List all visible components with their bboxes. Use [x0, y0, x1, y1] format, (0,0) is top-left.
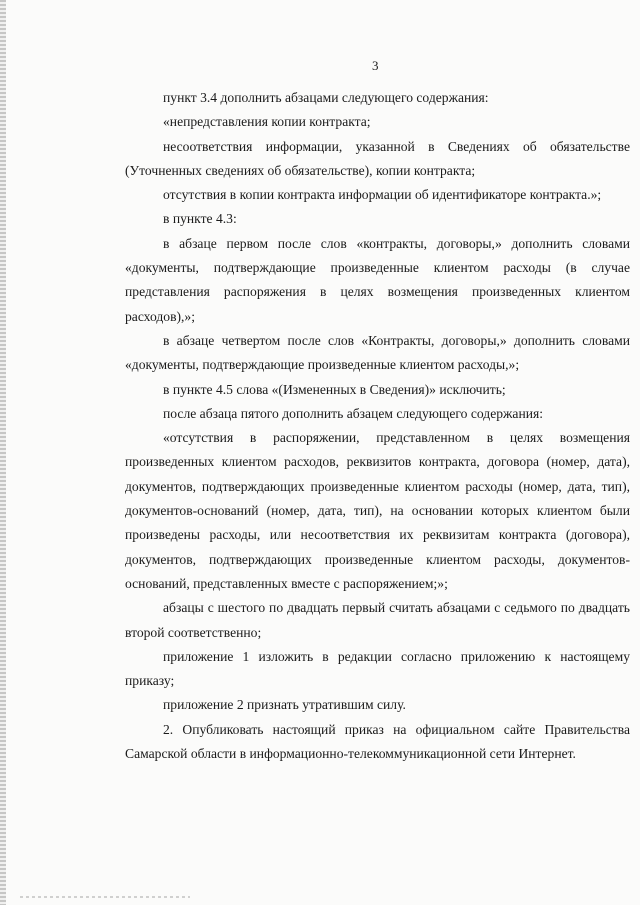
- paragraph-8: в пункте 4.5 слова «(Измененных в Сведения)» исключить;: [163, 381, 506, 397]
- document-body: [125, 86, 630, 766]
- paragraph-14: 2. Опубликовать настоящий приказ на официальном сайте Правительства Самарской области в информационно-телекоммуникационной сети Интернет.: [125, 721, 630, 762]
- paragraph-11: абзацы с шестого по двадцать первый считать абзацами с седьмого по двадцать второй соответственно;: [125, 600, 630, 640]
- paragraph-1: пункт 3.4 дополнить абзацами следующего содержания:: [163, 90, 489, 105]
- paragraph-12: приложение 1 изложить в редакции согласно приложению к настоящему приказу;: [125, 648, 630, 689]
- page-number: 3: [372, 58, 379, 73]
- paragraph-2: «непредставления копии контракта;: [163, 114, 371, 130]
- paragraph-13: приложение 2 признать утратившим силу.: [163, 697, 406, 713]
- paragraph-4: отсутствия в копии контракта информации об идентификаторе контракта.»;: [163, 187, 602, 203]
- paragraph-5: в пункте 4.3:: [163, 211, 237, 227]
- paragraph-10: «отсутствия в распоряжении, представленном в целях возмещения произведенных клиентом расходов, реквизитов контракта, договора (номер, дата), документов, подтверждающих произведенные клиентом расходы (номер, дата, тип), документов-оснований (номер, дата, тип), на основании которых клиентом были произведены расходы, или несоответствия их реквизитам контракта (договора), документов, подтверждающих произведенные клиентом расходы, документов-оснований, представленных вместе с распоряжением;»;: [125, 430, 630, 591]
- paragraph-6: в абзаце первом после слов «контракты, договоры,» дополнить словами «документы, подтверждающие произведенные клиентом расходы (в случае представления распоряжения в целях возмещения произведенных клиентом расходов),»;: [125, 235, 630, 324]
- paragraph-3: несоответствия информации, указанной в Сведениях об обязательстве (Уточненных сведениях об обязательстве), копии контракта;: [125, 138, 630, 178]
- paragraph-9: после абзаца пятого дополнить абзацем следующего содержания:: [163, 405, 544, 421]
- paragraph-7: в абзаце четвертом после слов «Контракты, договоры,» дополнить словами «документы, подтверждающие произведенные клиентом расходы,»;: [125, 332, 630, 373]
- scan-edge-artifact: [0, 0, 6, 905]
- scan-bottom-artifact: [20, 896, 190, 898]
